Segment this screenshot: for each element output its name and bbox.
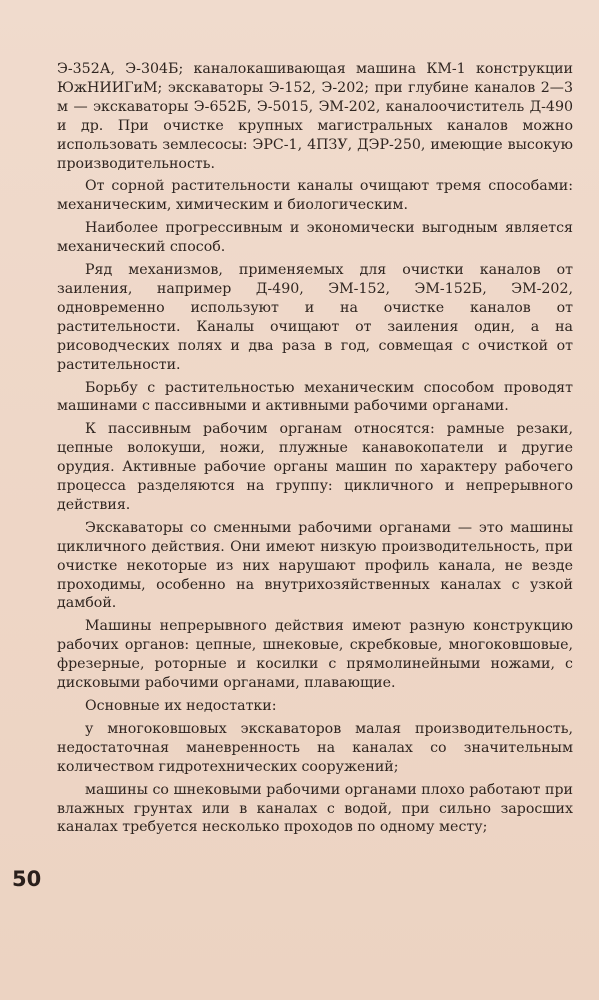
paragraph: Наиболее прогрессивным и экономически выгодным является механический способ. [57, 220, 573, 256]
paragraph-continued: Э-352А, Э-304Б; каналокашивающая машина КМ-1 конструкции ЮжНИИГиМ; экскаваторы Э-152, Э-202; при глубине каналов 2—3 м — экскаваторы Э-652Б, Э-5015, ЭМ-202, каналоочиститель Д-490 и др. При очистке крупных магистральных каналов можно использовать землесосы: ЭРС-1, 4ПЗУ, ДЭР-250, имеющие высокую производительность. [57, 61, 573, 172]
paragraph: Борьбу с растительностью механическим способом проводят машинами с пассивными и активными рабочими органами. [57, 379, 573, 415]
paragraph: у многоковшовых экскаваторов малая производительность, недостаточная маневренность на каналах со значительным количеством гидротехнических сооружений; [57, 720, 573, 775]
paragraph: К пассивным рабочим органам относятся: рамные резаки, цепные волокуши, ножи, плужные канавокопатели и другие орудия. Активные рабочие органы машин по характеру рабочего процесса разделяются на группу: цикличного и непрерывного действия. [57, 421, 573, 513]
paragraph: Основные их недостатки: [85, 698, 277, 714]
page-number: 50 [12, 867, 42, 891]
paragraph: машины со шнековыми рабочими органами плохо работают при влажных грунтах или в каналах с водой, при сильно заросших каналах требуется несколько проходов по одному месту; [57, 781, 573, 836]
paragraph: Ряд механизмов, применяемых для очистки каналов от заиления, например Д-490, ЭМ-152, ЭМ-152Б, ЭМ-202, одновременно используют и на очистке каналов от растительности. Каналы очищают от заиления один, а на рисоводческих полях и два раза в год, совмещая с очисткой от растительности. [57, 262, 573, 373]
page-text [57, 60, 573, 841]
paragraph: От сорной растительности каналы очищают тремя способами: механическим, химическим и биологическим. [57, 178, 573, 214]
paragraph: Экскаваторы со сменными рабочими органами — это машины цикличного действия. Они имеют низкую производительность, при очистке некоторые из них нарушают профиль канала, не везде проходимы, особенно на внутрихозяйственных каналах с узкой дамбой. [57, 519, 573, 612]
paragraph: Машины непрерывного действия имеют разную конструкцию рабочих органов: цепные, шнековые, скребковые, многоковшовые, фрезерные, роторные и косилки с прямолинейными ножами, с дисковыми рабочими органами, плавающие. [57, 618, 573, 692]
